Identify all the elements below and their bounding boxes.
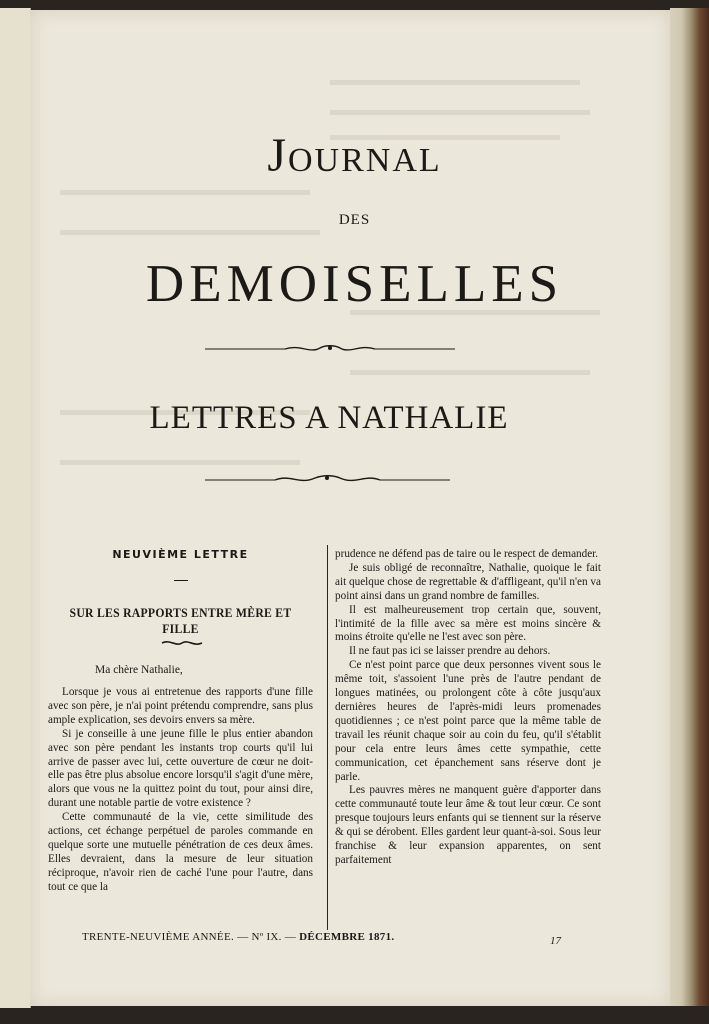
footer-issue: Nº IX. (251, 931, 282, 943)
masthead-demoiselles: DEMOISELLES (145, 255, 564, 313)
paragraph: Si je conseille à une jeune fille le plus entier abandon avec son père pendant les instants trop courts qu'il lui arrive de passer avec lui, cette ouverture de cœur ne doit-elle pas être plus absolue encore lorsqu'il s'agit d'une mère, alors que vous ne la quittez point du tout, pour ainsi dire, durant une notable partie de votre existence ? (48, 727, 313, 810)
paragraph: Il est malheureusement trop certain que, souvent, l'intimité de la fille avec sa mère est moins sincère & moins étroite qu'elle ne l'est avec son père. (335, 603, 601, 644)
text-column-right (335, 548, 601, 868)
paragraph: Ce n'est point parce que deux personnes vivent sous le même toit, s'assoient l'une près de l'autre pendant de longues matinées, ou prolongent côte à côte jusqu'aux dernières heures de l'après-midi leurs promenades quotidiennes ; ce n'est point parce que la même table de travail les réunit chaque soir au coin du feu, qu'il s'établit pour cela entre leurs âmes cette sympathie, cette communication, cet épanchement sans réserve dont je parle. (335, 659, 601, 783)
page-number: 17 (550, 935, 561, 947)
heading-dash (174, 580, 188, 581)
paragraph: Les pauvres mères ne manquent guère d'apporter dans cette communauté toute leur âme & tout leur cœur. Ce sont presque toujours leurs enfants qui se tiennent sur la réserve & qui se dérobent. Elles gardent leur quant-à-soi. Sous leur franchise & leur expansion apparentes, on sent parfaitement (335, 784, 601, 866)
paragraph-continuation: prudence ne défend pas de taire ou le respect de demander. (335, 548, 599, 560)
footer-separator: — (284, 931, 297, 943)
salutation: Ma chère Nathalie, (95, 664, 183, 676)
paragraph: Cette communauté de la vie, cette similitude des actions, cet échange perpétuel de paroles commande en quelque sorte une mutuelle pénétration de ces deux âmes. Elles devraient, dans la mesure de leur situation réciproque, n'avoir rien de caché l'une pour l'autre, dans tout ce que la (48, 811, 313, 893)
footer-year: TRENTE-NEUVIÈME ANNÉE. (82, 931, 235, 943)
letter-number-heading: NEUVIÈME LETTRE (112, 548, 249, 561)
paragraph: Il ne faut pas ici se laisser prendre au dehors. (349, 645, 551, 658)
article-title: LETTRES A NATHALIE (149, 400, 509, 436)
paragraph: Je suis obligé de reconnaître, Nathalie, quoique le fait ait quelque chose de regrettable & d'affligeant, qu'il n'en va point ainsi dans un grand nombre de familles. (335, 561, 601, 602)
masthead-des: DES (338, 212, 371, 228)
column-divider (327, 545, 328, 930)
footer-separator: — (237, 931, 249, 943)
small-ornament-icon (160, 639, 204, 647)
ornamental-rule-icon (205, 472, 450, 486)
issue-footer (82, 931, 394, 943)
ornamental-rule-icon (205, 342, 455, 356)
footer-date: DÉCEMBRE 1871. (299, 931, 395, 943)
masthead-journal: JOURNAL (267, 129, 442, 182)
text-column-left (48, 686, 313, 895)
paragraph: Lorsque je vous ai entretenue des rapports d'une fille avec son père, je n'ai point prétendu comprendre, sans plus ample explication, ses devoirs envers sa mère. (48, 686, 313, 726)
letter-subject-heading: SUR LES RAPPORTS ENTRE MÈRE ET FILLE (69, 605, 292, 636)
